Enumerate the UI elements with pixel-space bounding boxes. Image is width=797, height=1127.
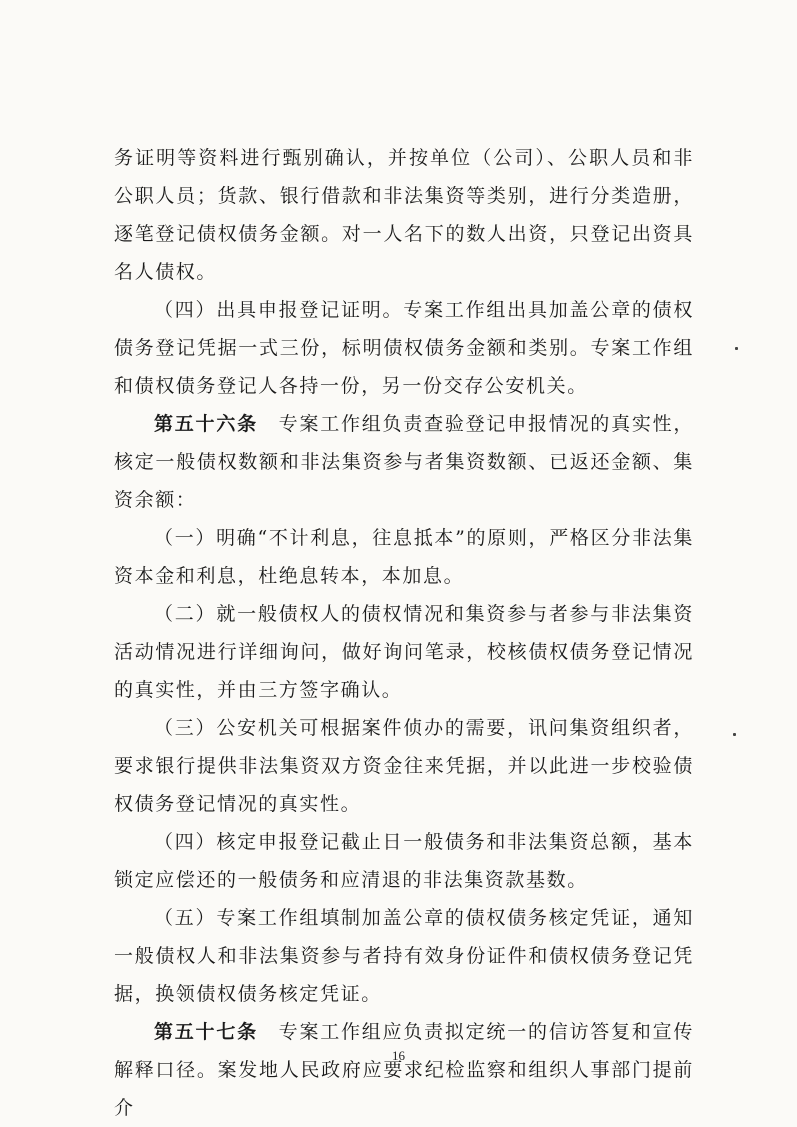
article-56 — [114, 405, 694, 519]
scan-speck — [735, 347, 738, 350]
paragraph-text: （四）出具申报登记证明。专案工作组出具加盖公章的债权债务登记凭据一式三份，标明债权债务金额和类别。专案工作组和债权债务登记人各持一份，另一份交存公安机关。 — [114, 299, 694, 397]
paragraph-text: （三）公安机关可根据案件侦办的需要，讯问集资组织者，要求银行提供非法集资双方资金往来凭据，并以此进一步校验债权债务登记情况的真实性。 — [114, 717, 694, 815]
paragraph-text: （一）明确“不计利息，往息抵本”的原则，严格区分非法集资本金和利息，杜绝息转本，本加息。 — [114, 527, 694, 587]
paragraph-text: 务证明等资料进行甄别确认，并按单位（公司）、公职人员和非公职人员；货款、银行借款和非法集资等类别，进行分类造册，逐笔登记债权债务金额。对一人名下的数人出资，只登记出资具名人债权。 — [114, 147, 694, 283]
paragraph-text: （二）就一般债权人的债权情况和集资参与者参与非法集资活动情况进行详细询问，做好询问笔录，校核债权债务登记情况的真实性，并由三方签字确认。 — [114, 603, 694, 701]
paragraph-text: 专案工作组应负责拟定统一的信访答复和宣传解释口径。案发地人民政府应要求纪检监察和组织人事部门提前介 — [114, 1021, 694, 1119]
paragraph-2 — [114, 291, 694, 405]
paragraph-text: 专案工作组负责查验登记申报情况的真实性，核定一般债权数额和非法集资参与者集资数额、已返还金额、集资余额： — [114, 413, 694, 511]
paragraph-5 — [114, 595, 694, 709]
page-number: 16 — [392, 1048, 405, 1063]
paragraph-1 — [114, 139, 694, 291]
paragraph-4 — [114, 519, 694, 595]
paragraph-6 — [114, 709, 694, 823]
scan-speck — [733, 733, 736, 736]
paragraph-text: （四）核定申报登记截止日一般债务和非法集资总额，基本锁定应偿还的一般债务和应清退的非法集资款基数。 — [114, 831, 694, 891]
body-text — [114, 139, 694, 1127]
paragraph-text: （五）专案工作组填制加盖公章的债权债务核定凭证，通知一般债权人和非法集资参与者持有效身份证件和债权债务登记凭据，换领债权债务核定凭证。 — [114, 907, 694, 1005]
paragraph-7 — [114, 823, 694, 899]
paragraph-8 — [114, 899, 694, 1013]
article-heading: 第五十六条 — [154, 413, 258, 435]
article-57 — [114, 1013, 694, 1127]
article-heading: 第五十七条 — [154, 1021, 258, 1043]
